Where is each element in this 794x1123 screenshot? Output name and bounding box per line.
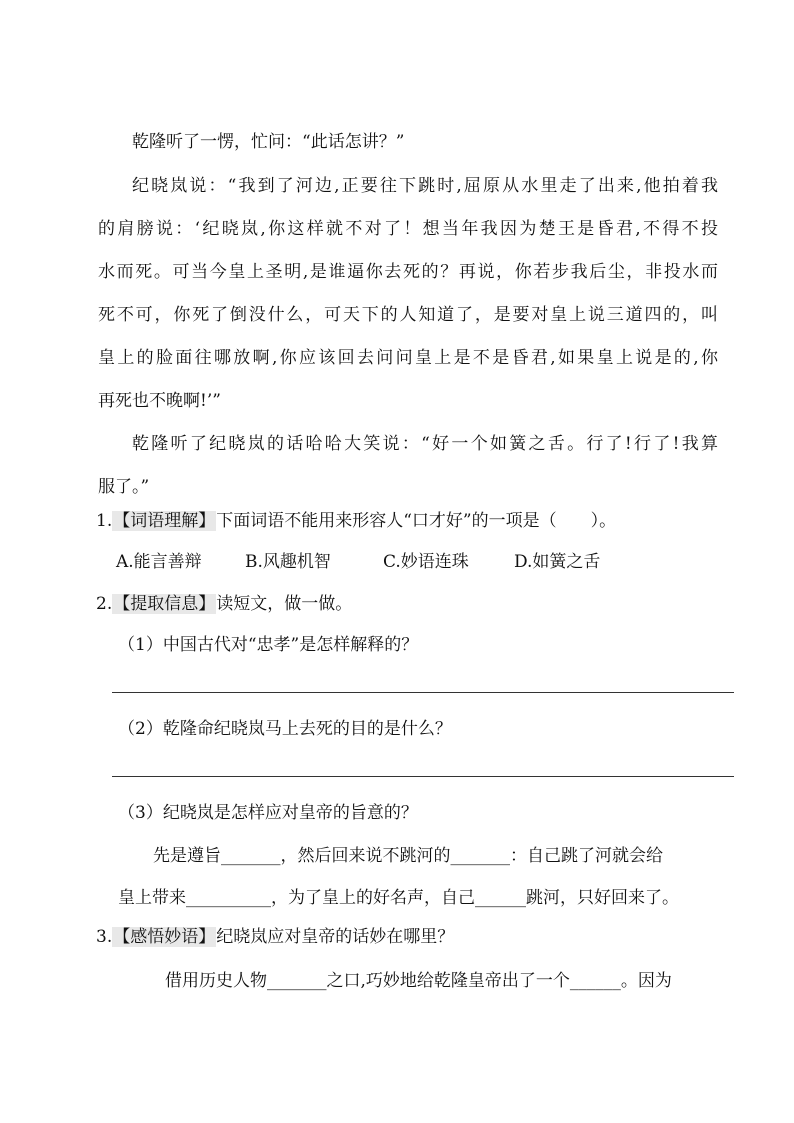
question-tag: 【词语理解】	[113, 511, 216, 531]
story-paragraph-2-line: 的肩膀说：‘纪晓岚,你这样就不对了！想当年我因为楚王是昏君,不得不投	[98, 219, 718, 239]
option-c[interactable]: C.妙语连珠	[383, 552, 469, 572]
story-paragraph-3-line: 乾隆听了纪晓岚的话哈哈大笑说：“好一个如簧之舌。行了!行了!我算	[132, 434, 718, 454]
question-text: 下面词语不能用来形容人“口才好”的一项是（ ）。	[216, 511, 617, 531]
question-text: 纪晓岚应对皇帝的话妙在哪里？	[216, 927, 455, 947]
option-b[interactable]: B.风趣机智	[245, 552, 331, 572]
question-2-sub-3-fill-line[interactable]: 皇上带来__________，为了皇上的好名声，自己______跳河，只好回来了。	[118, 888, 679, 908]
question-3	[96, 926, 454, 948]
story-paragraph-1: 乾隆听了一愣，忙问：“此话怎讲？”	[132, 132, 405, 152]
story-paragraph-2-line: 皇上的脸面往哪放啊,你应该回去问问皇上是不是昏君,如果皇上说是的,你	[98, 348, 718, 368]
story-paragraph-2-line: 死不可，你死了倒没什么，可天下的人知道了，是要对皇上说三道四的，叫	[98, 305, 718, 325]
story-paragraph-2-line: 水而死。可当今皇上圣明,是谁逼你去死的？再说，你若步我后尘，非投水而	[98, 262, 718, 282]
question-number: 2.	[96, 594, 113, 614]
question-2-sub-3: （3）纪晓岚是怎样应对皇帝的旨意的？	[118, 803, 418, 823]
question-text: 读短文，做一做。	[216, 594, 353, 614]
question-number: 1.	[96, 511, 113, 531]
story-paragraph-3-line: 服了。”	[98, 477, 150, 497]
question-2-sub-1: （1）中国古代对“忠孝”是怎样解释的？	[118, 635, 419, 655]
question-1-options	[116, 551, 600, 573]
question-3-fill-line[interactable]: 借用历史人物_______之口,巧妙地给乾隆皇帝出了一个______。因为	[165, 971, 672, 991]
question-number: 3.	[96, 927, 113, 947]
question-2-sub-2: （2）乾隆命纪晓岚马上去死的目的是什么？	[118, 719, 452, 739]
question-tag: 【感悟妙语】	[113, 927, 216, 947]
question-tag: 【提取信息】	[113, 594, 216, 614]
answer-line[interactable]	[112, 692, 734, 693]
question-2	[96, 593, 352, 615]
story-paragraph-2-line: 再死也不晚啊!’”	[98, 391, 221, 411]
option-a[interactable]: A.能言善辩	[116, 552, 202, 572]
answer-line[interactable]	[112, 776, 734, 777]
option-d[interactable]: D.如簧之舌	[514, 552, 601, 572]
question-1	[96, 510, 616, 532]
question-2-sub-3-fill-line[interactable]: 先是遵旨_______，然后回来说不跳河的_______：自己跳了河就会给	[153, 846, 663, 866]
story-paragraph-2-line: 纪晓岚说：“我到了河边,正要往下跳时,屈原从水里走了出来,他拍着我	[132, 176, 718, 196]
